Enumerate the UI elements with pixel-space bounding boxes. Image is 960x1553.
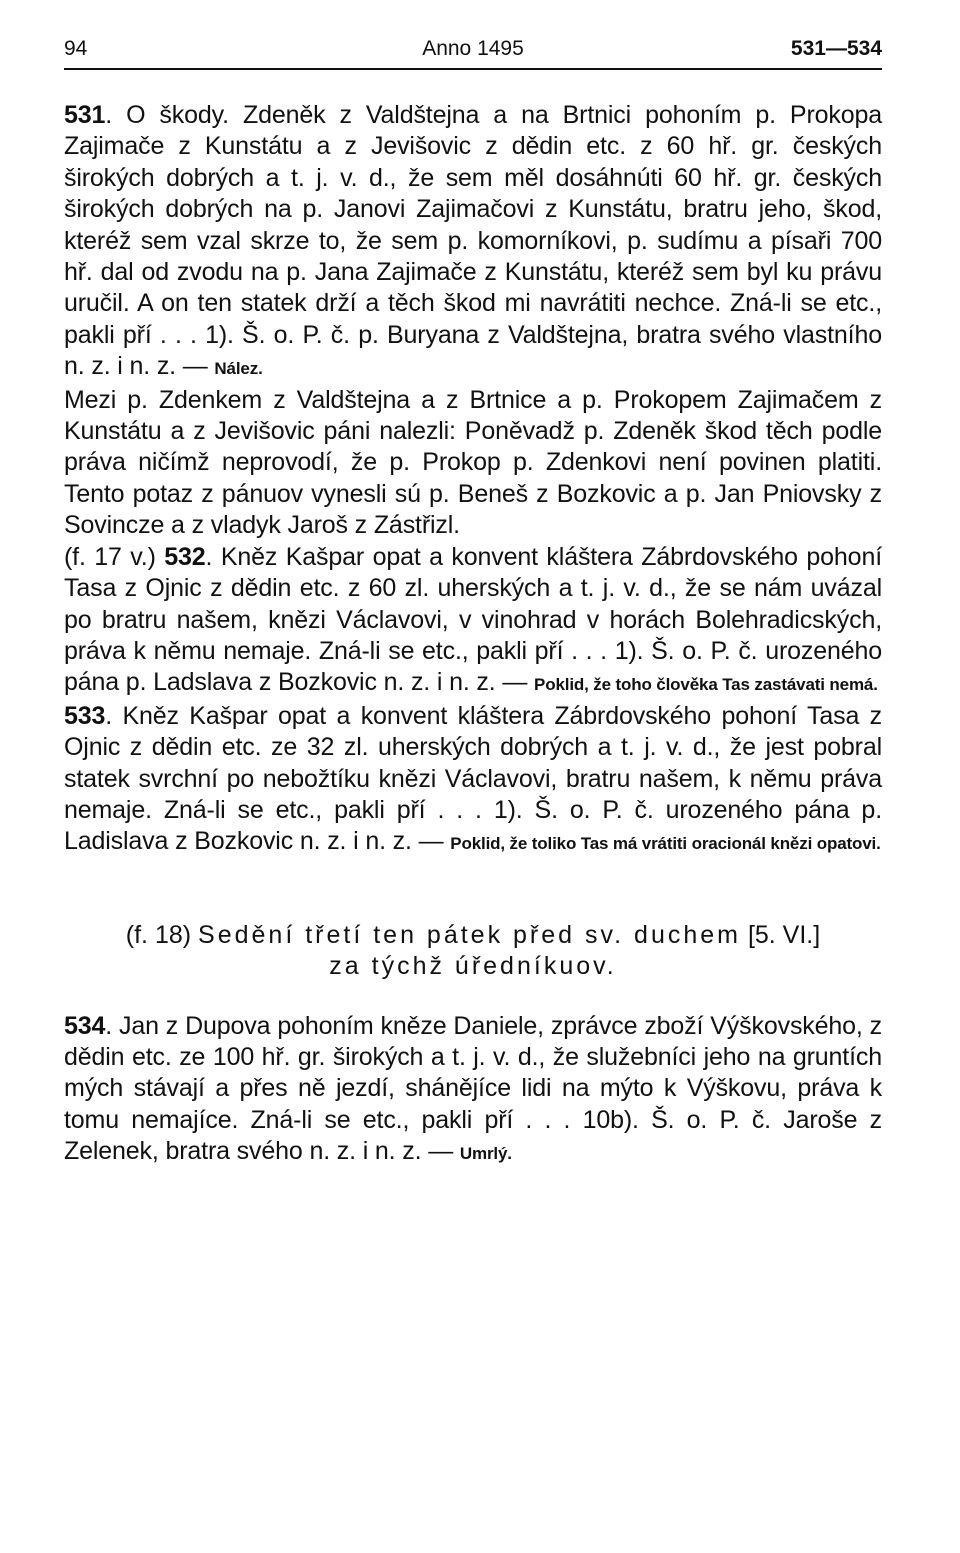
session-heading-line1: Sedění třetí ten pátek před sv. duchem bbox=[198, 920, 741, 949]
running-head bbox=[64, 36, 882, 62]
body-text bbox=[64, 100, 882, 1170]
entry-text: . O škody. Zdeněk z Valdštejna a na Brtnici pohoním p. Prokopa Zajimače z Kunstátu a z Jevišovic z dědin etc. z 60 hř. gr. českých širokých dobrých a t. j. v. d., že sem měl dosáhnúti 60 hř. gr. českých širokých dobrých na p. Janovi Zajimačovi z Kunstátu, bratru jeho, škod, kteréž sem vzal skrze to, že sem p. komorníkovi, p. sudímu a písaři 700 hř. dal od zvodu na p. Jana Zajimače z Kunstátu, kteréž sem byl ku právu uručil. A on ten statek drží a těch škod mi navrátiti nechce. Zná-li se etc., pakli pří . . . 1). Š. o. P. č. p. Buryana z Valdštejna, bratra svého vlastního n. z. i n. z. — bbox=[64, 101, 882, 381]
entry-number: 533 bbox=[64, 701, 106, 730]
session-date: [5. VI.] bbox=[741, 920, 821, 949]
document-page bbox=[64, 0, 882, 1553]
entry-532 bbox=[64, 542, 882, 701]
entry-number: 532 bbox=[164, 542, 206, 571]
entry-534 bbox=[64, 1011, 882, 1170]
entry-number: 534 bbox=[64, 1011, 106, 1040]
folio-reference: (f. 18) bbox=[125, 920, 199, 949]
entry-533 bbox=[64, 701, 882, 860]
entry-text: . Kněz Kašpar opat a konvent kláštera Zábrdovského pohoní Tasa z Ojnic z dědin etc. z 60 zl. uherských a t. j. v. d., že se nám uvázal po bratru našem, knězi Václavovi, v vinohrad v horách Bolehradicských, práva k němu nemaje. Zná-li se etc., pakli pří . . . 1). Š. o. P. č. urozeného pána p. Ladslava z Bozkovic n. z. i n. z. — bbox=[64, 542, 882, 697]
session-heading bbox=[64, 920, 882, 983]
running-title-year: Anno 1495 bbox=[422, 37, 524, 60]
entry-number: 531 bbox=[64, 101, 106, 129]
entry-range: 531—534 bbox=[790, 37, 882, 60]
header-rule bbox=[64, 68, 882, 70]
judgment-text: Mezi p. Zdenkem z Valdštejna a z Brtnice a p. Prokopem Zajimačem z Kunstátu a z Jevišovic páni nalezli: Poněvadž p. Zdeněk škod těch podle práva ničímž neprovodí, že p. Prokop p. Zdenkovi není povinen platiti. Tento potaz z pánuov vynesli sú p. Beneš z Bozkovic a p. Jan Pniovsky z Sovincze a z vladyk Jaroš z Zástřizl. bbox=[64, 385, 882, 540]
entry-note: Nález. bbox=[214, 359, 263, 379]
entry-531 bbox=[64, 100, 882, 385]
entry-note: Poklid, že toliko Tas má vrátiti oracionál knězi opatovi. bbox=[450, 834, 881, 854]
session-heading-line2: za týchž úředníkuov. bbox=[329, 952, 617, 981]
entry-note: Umrlý. bbox=[459, 1144, 512, 1164]
entry-text: . Kněz Kašpar opat a konvent kláštera Zábrdovského pohoní Tasa z Ojnic z dědin etc. ze 32 zl. uherských dobrých a t. j. v. d., že jest pobral statek svrchní po nebožtíku knězi Václavovi, bratru našem, k němu práva nemaje. Zná-li se etc., pakli pří . . . 1). Š. o. P. č. urozeného pána p. Ladislava z Bozkovic n. z. i n. z. — bbox=[64, 701, 882, 856]
entry-note: Poklid, že toho člověka Tas zastávati nemá. bbox=[534, 675, 878, 695]
folio-reference: (f. 17 v.) bbox=[64, 542, 165, 571]
entry-text: . Jan z Dupova pohoním kněze Daniele, zprávce zboží Výškovského, z dědin etc. ze 100 hř. gr. širokých a t. j. v. d., že služebníci jeho na gruntích mých stávají a přes ně jezdí, shánějíce lidi na mýto k Výškovu, práva k tomu nemajíce. Zná-li se etc., pakli pří . . . 10b). Š. o. P. č. Jaroše z Zelenek, bratra svého n. z. i n. z. — bbox=[64, 1011, 882, 1166]
entry-531-judgment bbox=[64, 385, 882, 542]
spacer bbox=[64, 860, 882, 920]
spacer bbox=[64, 983, 882, 1011]
page-number: 94 bbox=[64, 37, 88, 60]
